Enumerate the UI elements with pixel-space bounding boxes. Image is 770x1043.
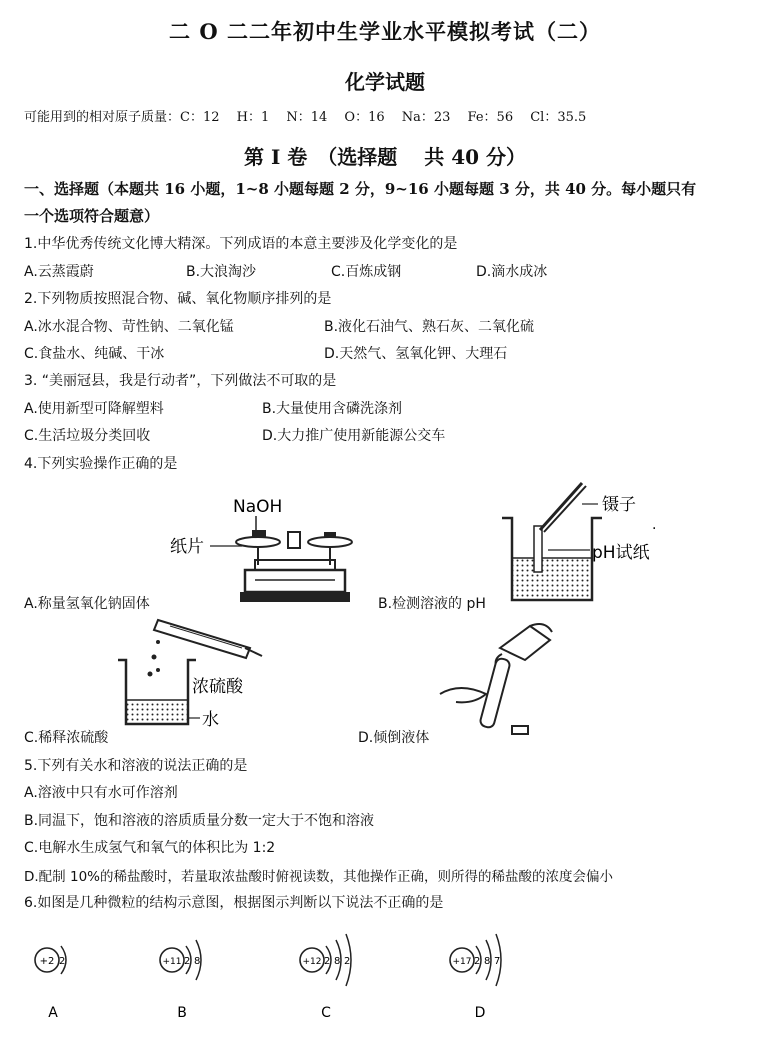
acid-label: 浓硫酸 [192, 677, 243, 697]
q2-option-b: B.液化石油气、熟石灰、二氧化硫 [324, 319, 535, 335]
dilution-figure [110, 612, 300, 732]
q5-stem: 5.下列有关水和溶液的说法正确的是 [24, 758, 248, 774]
q5-option-a: A.溶液中只有水可作溶剂 [24, 785, 178, 801]
particle-label: D [474, 1005, 486, 1021]
tweezers-label: 镊子 [602, 495, 636, 515]
particle-b [160, 940, 201, 1021]
particle-label: A [48, 1005, 58, 1021]
q2-stem: 2.下列物质按照混合物、碱、氧化物顺序排列的是 [24, 291, 332, 307]
nucleus-charge: +12 [302, 957, 322, 967]
electron-count: 2 [59, 956, 66, 967]
electron-count: 2 [344, 956, 351, 967]
balance-figure [160, 490, 370, 610]
paper-label: 纸片 [170, 537, 204, 557]
section-instruction-line2: 一个选项符合题意） [24, 207, 160, 225]
q3-option-b: B.大量使用含磷洗涤剂 [262, 401, 403, 417]
q6-stem: 6.如图是几种微粒的结构示意图，根据图示判断以下说法不正确的是 [24, 895, 444, 911]
pouring-figure [430, 618, 570, 743]
q3-option-a: A.使用新型可降解塑料 [24, 401, 164, 417]
electron-count: 2 [184, 956, 191, 967]
q2-option-c: C.食盐水、纯碱、干冰 [24, 346, 165, 362]
naoh-label: NaOH [233, 497, 283, 517]
exam-subtitle: 化学试题 [345, 70, 425, 94]
q1-option-c: C.百炼成钢 [331, 264, 402, 280]
nucleus-charge: +2 [39, 956, 55, 967]
particle-d [450, 934, 501, 1021]
particle-a [35, 946, 66, 1021]
q5-option-b: B.同温下，饱和溶液的溶质质量分数一定大于不饱和溶液 [24, 813, 375, 829]
q4-option-d: D.倾倒液体 [358, 730, 430, 746]
section-title: 第 I 卷 （选择题 共 40 分） [243, 145, 526, 169]
electron-count: 2 [324, 956, 331, 967]
exam-title: 二 O 二二年初中生学业水平模拟考试（二） [169, 19, 601, 44]
electron-count: 8 [484, 956, 491, 967]
q1-option-b: B.大浪淘沙 [186, 264, 257, 280]
q5-option-d: D.配制 10%的稀盐酸时，若量取浓盐酸时俯视读数，其他操作正确，则所得的稀盐酸的浓度会偏小 [24, 869, 613, 885]
q1-option-d: D.滴水成冰 [476, 264, 548, 280]
q1-stem: 1.中华优秀传统文化博大精深。下列成语的本意主要涉及化学变化的是 [24, 236, 458, 252]
electron-count: 2 [474, 956, 481, 967]
svg-text:·: · [652, 521, 657, 537]
q4-option-b: B.检测溶液的 pH [378, 596, 486, 612]
electron-count: 8 [334, 956, 341, 967]
water-label: 水 [202, 710, 219, 730]
q3-stem: 3. “美丽冠县，我是行动者”，下列做法不可取的是 [24, 373, 337, 389]
q3-option-c: C.生活垃圾分类回收 [24, 428, 151, 444]
nucleus-charge: +11 [162, 957, 182, 967]
ph-paper-label: pH试纸 [592, 543, 650, 563]
ph-test-figure [490, 478, 670, 608]
q1-option-a: A.云蒸霞蔚 [24, 264, 94, 280]
particle-c [300, 934, 351, 1021]
particle-diagrams [0, 915, 770, 1035]
electron-count: 7 [494, 956, 501, 967]
q3-option-d: D.大力推广使用新能源公交车 [262, 428, 446, 444]
q2-option-d: D.天然气、氢氧化钾、大理石 [324, 346, 508, 362]
section-instruction-line1: 一、选择题（本题共 16 小题，1~8 小题每题 2 分，9~16 小题每题 3 分，共 40 分。每小题只有 [24, 180, 697, 198]
nucleus-charge: +17 [452, 957, 472, 967]
particle-label: B [177, 1005, 187, 1021]
q5-option-c: C.电解水生成氢气和氧气的体积比为 1:2 [24, 840, 276, 856]
q2-option-a: A.冰水混合物、苛性钠、二氧化锰 [24, 319, 234, 335]
q4-option-c: C.稀释浓硫酸 [24, 730, 109, 746]
q4-option-a: A.称量氢氧化钠固体 [24, 596, 150, 612]
q4-stem: 4.下列实验操作正确的是 [24, 456, 178, 472]
atomic-mass-line: 可能用到的相对原子质量：C：12 H：1 N：14 O：16 Na：23 Fe：56 Cl：35.5 [24, 110, 587, 125]
particle-label: C [321, 1005, 331, 1021]
electron-count: 8 [194, 956, 201, 967]
